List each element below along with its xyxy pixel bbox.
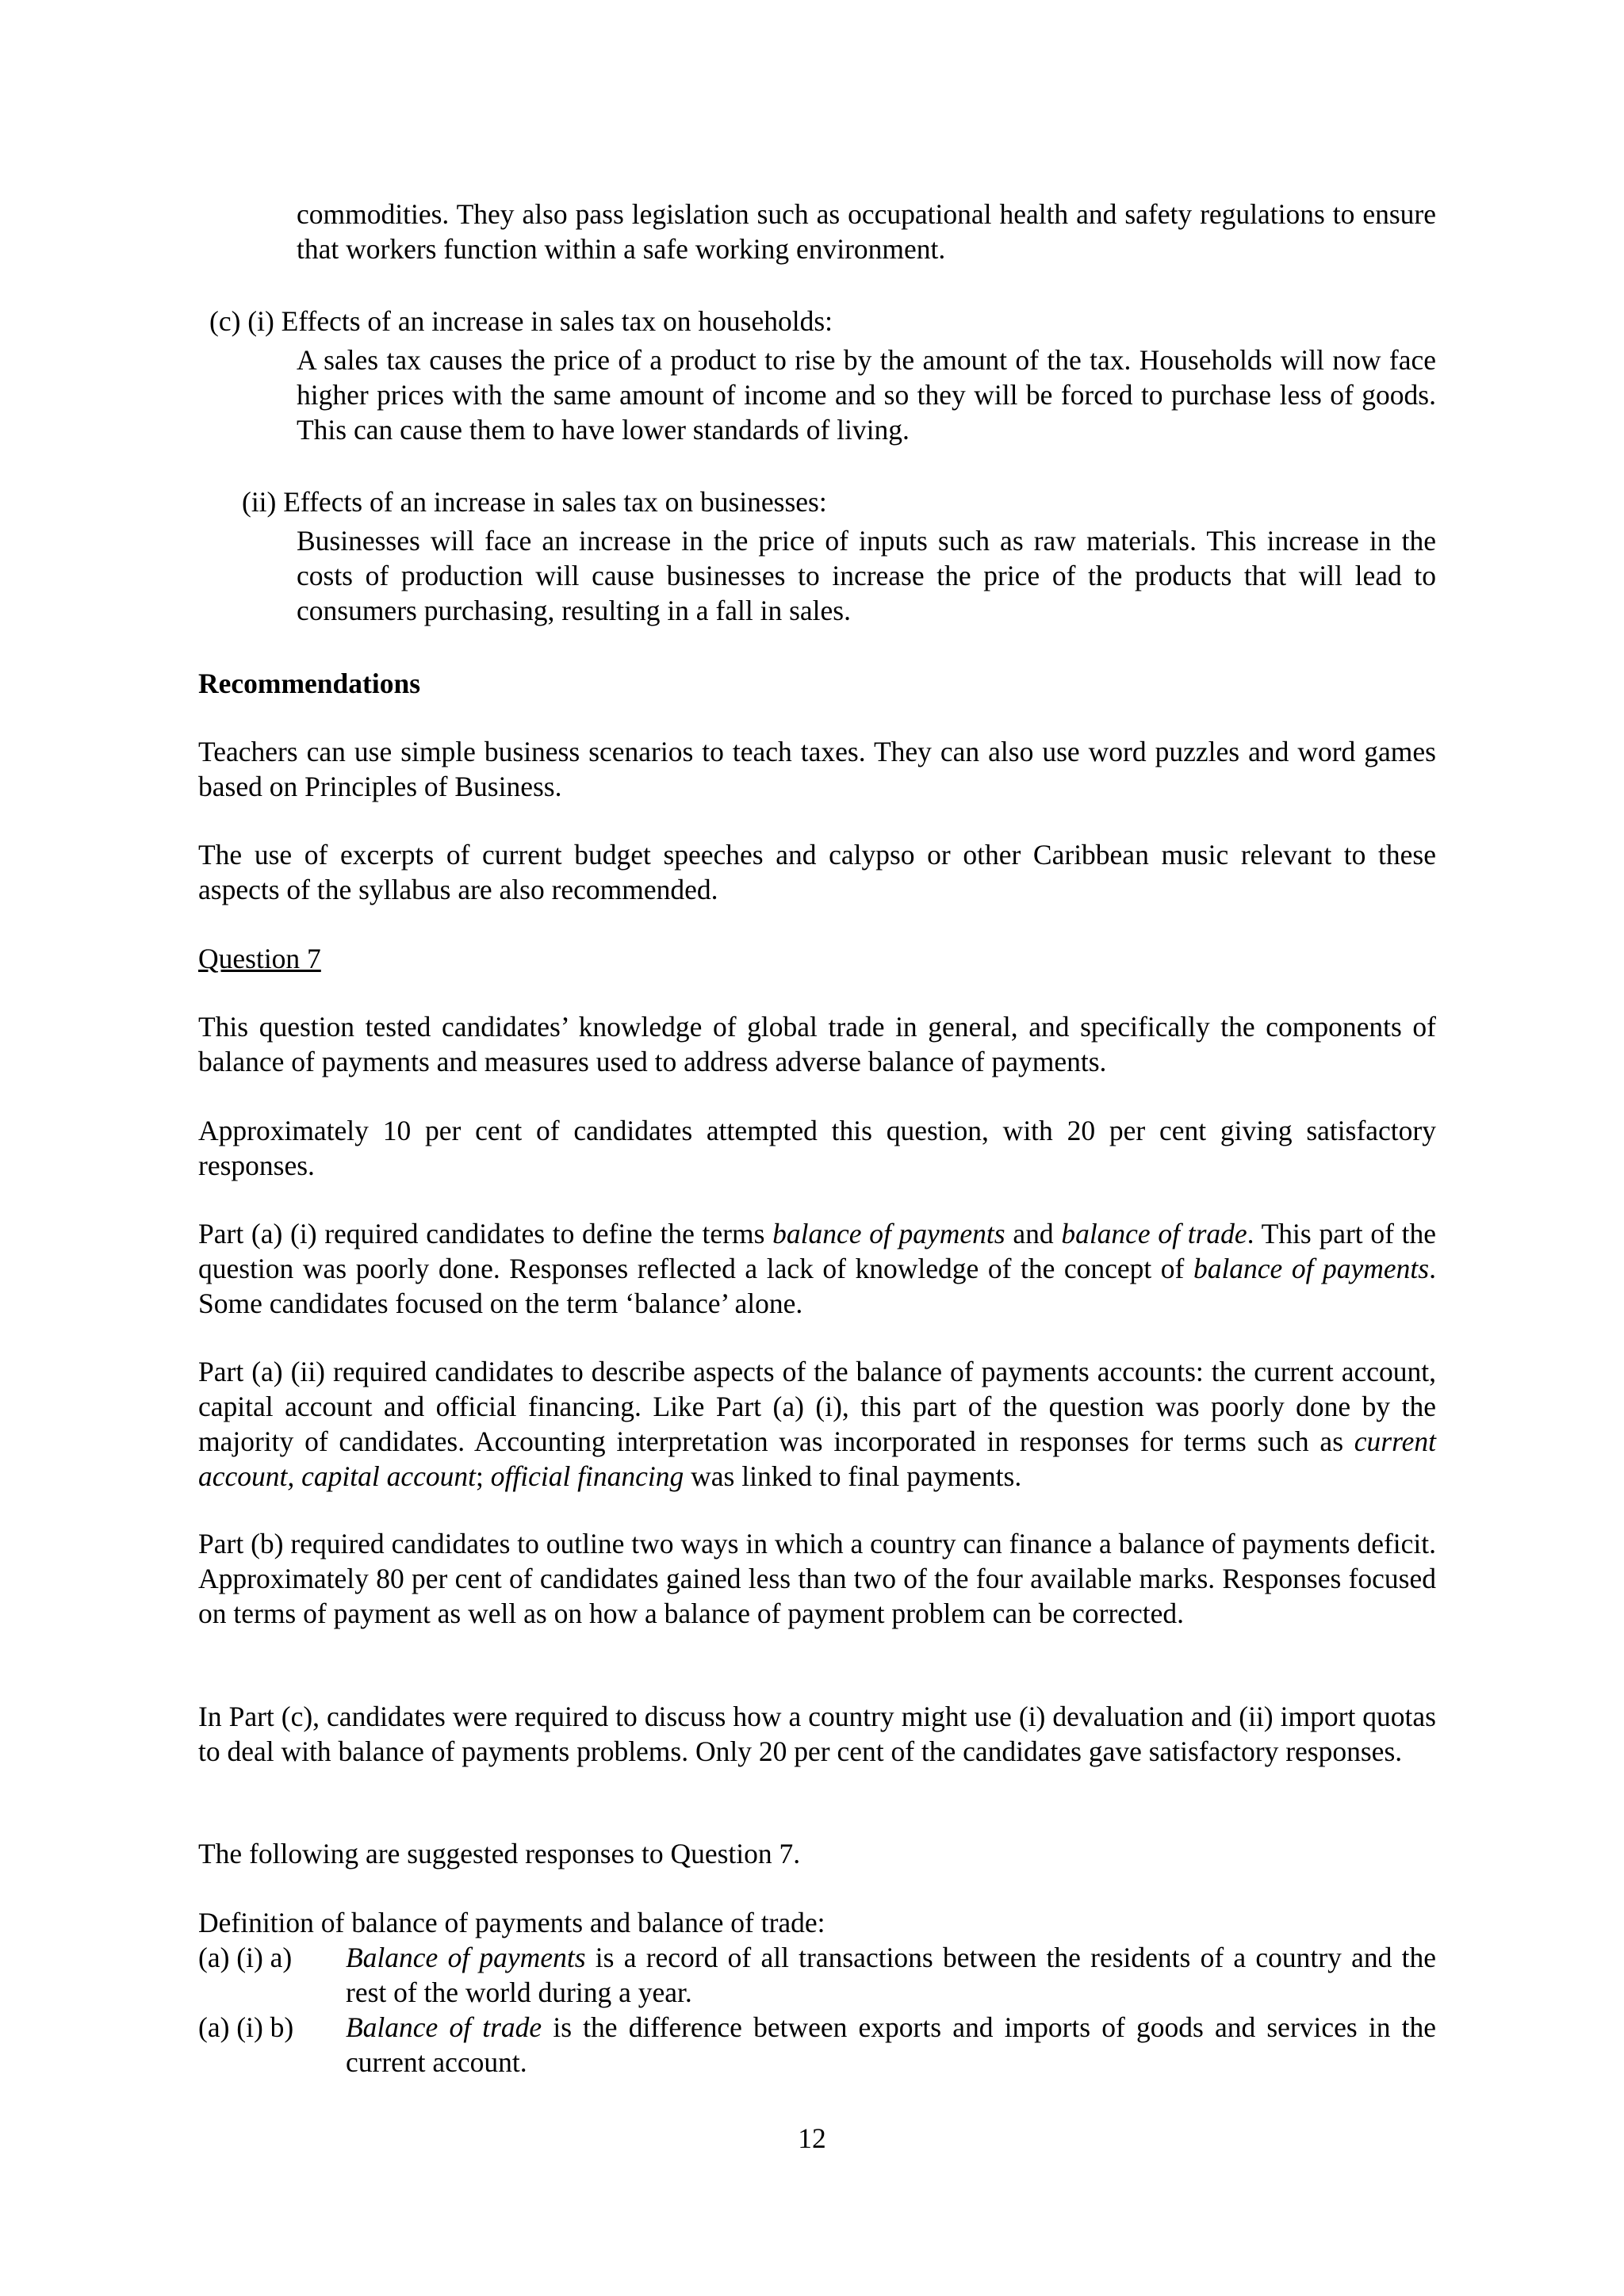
question-7-paragraph-3 — [198, 1216, 1436, 1321]
q7-p4-text-2: ; — [475, 1460, 491, 1492]
part-c-i-heading: (c) (i) Effects of an increase in sales tax on households: — [209, 305, 833, 337]
q7-p3-text-1: Part (a) (i) required candidates to define the terms — [198, 1218, 773, 1249]
q7-p4-text-1: Part (a) (ii) required candidates to describe aspects of the balance of payments accounts: the current account, capital account and official financing. Like Part (a) (i), this part of the question was poorly done by the majority of candidates. Accounting interpretation was incorporated in responses for terms such as — [198, 1356, 1436, 1457]
part-c-i-text: A sales tax causes the price of a product to rise by the amount of the tax. Households will now face higher prices with the same amount of income and so they will be forced to purchase less of goods. This can cause them to have lower standards of living. — [297, 344, 1436, 446]
q7-p3-term-1: balance of payments — [772, 1218, 1005, 1249]
page-number: 12 — [798, 2122, 826, 2154]
recommendations-paragraph-1: Teachers can use simple business scenarios to teach taxes. They can also use word puzzles and word games based on Principles of Business. — [198, 736, 1436, 802]
question-7-paragraph-5: Part (b) required candidates to outline two ways in which a country can finance a balance of payments deficit. Approximately 80 per cent of candidates gained less than two of the four available marks. Responses focused on terms of payment as well as on how a balance of payment problem can be corrected. — [198, 1528, 1436, 1629]
definition-b-text — [346, 2010, 1436, 2080]
q7-p4-term-2: official financing — [490, 1460, 684, 1492]
definition-b-label: (a) (i) b) — [198, 2011, 294, 2043]
definition-a-body: is a record of all transactions between the residents of a country and the rest of the world during a year. — [346, 1942, 1436, 2008]
q7-p3-term-2: balance of trade — [1061, 1218, 1247, 1249]
definition-row-a — [198, 1940, 1436, 2010]
question-7-paragraph-1: This question tested candidates’ knowledge of global trade in general, and specifically the components of balance of payments and measures used to address adverse balance of payments. — [198, 1011, 1436, 1077]
q7-p3-text-4: . Some candidates focused on the term ‘balance’ alone. — [198, 1253, 1436, 1319]
q7-p4-text-3: was linked to final payments. — [684, 1460, 1022, 1492]
q7-p4-term-1: current account, capital account — [198, 1425, 1436, 1492]
part-c-ii-text: Businesses will face an increase in the price of inputs such as raw materials. This increase in the costs of production will cause businesses to increase the price of the products that will lead to consumers purchasing, resulting in a fall in sales. — [297, 525, 1436, 626]
definition-b-body: is the difference between exports and imports of goods and services in the current account. — [346, 2011, 1437, 2078]
recommendations-heading: Recommendations — [198, 668, 421, 699]
definition-a-term: Balance of payments — [346, 1942, 586, 1973]
part-c-ii-heading: (ii) Effects of an increase in sales tax on businesses: — [242, 486, 827, 518]
question-7-heading-text: Question 7 — [198, 943, 321, 974]
definition-row-b — [198, 2010, 1436, 2080]
q7-p3-text-3: . This part of the question was poorly done. Responses reflected a lack of knowledge of the concept of — [198, 1218, 1436, 1284]
question-7-paragraph-7: The following are suggested responses to Question 7. — [198, 1838, 801, 1869]
question-7-paragraph-4 — [198, 1354, 1436, 1494]
question-7-paragraph-2: Approximately 10 per cent of candidates attempted this question, with 20 per cent giving satisfactory responses. — [198, 1115, 1436, 1181]
q7-p3-term-3: balance of payments — [1193, 1253, 1430, 1284]
definition-heading: Definition of balance of payments and balance of trade: — [198, 1907, 825, 1938]
recommendations-paragraph-2: The use of excerpts of current budget speeches and calypso or other Caribbean music relevant to these aspects of the syllabus are also recommended. — [198, 839, 1436, 905]
question-7-paragraph-6: In Part (c), candidates were required to discuss how a country might use (i) devaluation and (ii) import quotas to deal with balance of payments problems. Only 20 per cent of the candidates gave satisfactory responses. — [198, 1701, 1436, 1767]
intro-paragraph: commodities. They also pass legislation such as occupational health and safety regulations to ensure that workers function within a safe working environment. — [297, 198, 1436, 265]
q7-p3-text-2: and — [1005, 1218, 1062, 1249]
definition-a-text — [346, 1940, 1436, 2010]
question-7-heading — [198, 941, 1436, 976]
definition-a-label: (a) (i) a) — [198, 1942, 293, 1973]
definition-b-term: Balance of trade — [346, 2011, 542, 2043]
